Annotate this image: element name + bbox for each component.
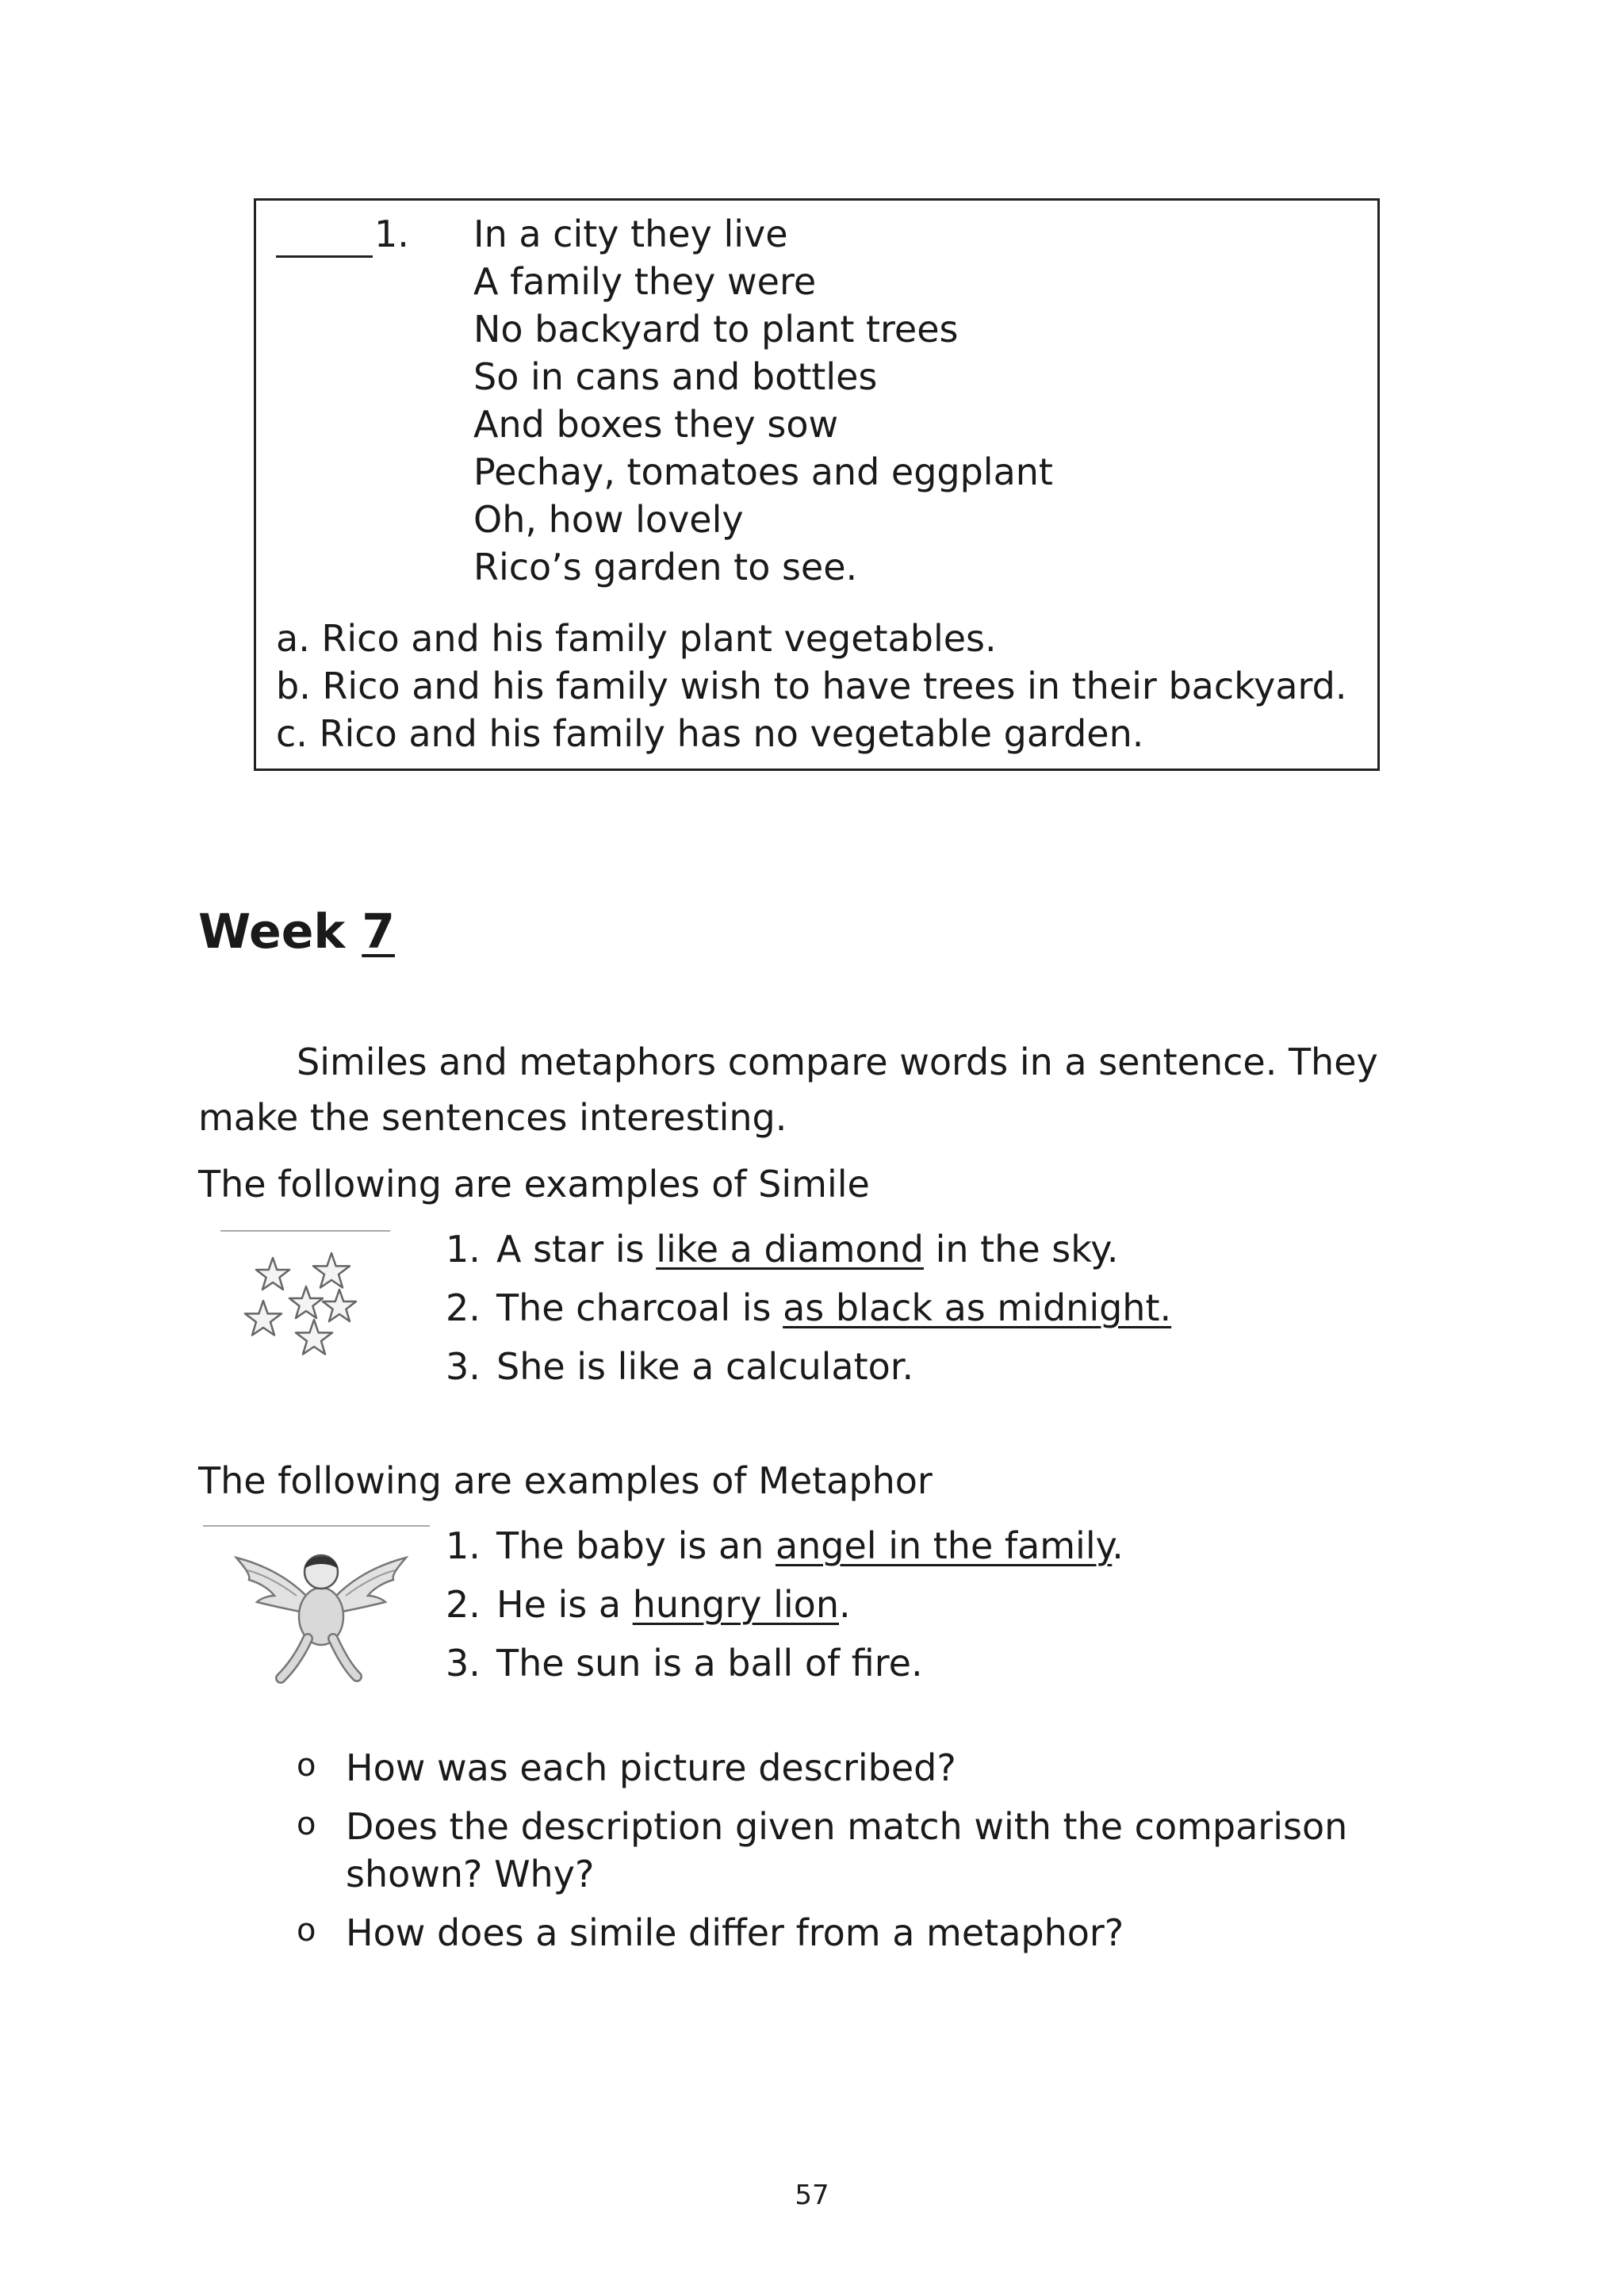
example-number: 3. <box>446 1345 481 1388</box>
answer-blank[interactable] <box>276 255 373 258</box>
intro-line: Similes and metaphors compare words in a sentence. They <box>297 1041 1378 1083</box>
metaphor-example <box>446 1523 1124 1570</box>
comparison-underlined: as black as midnight. <box>783 1286 1172 1329</box>
metaphor-example <box>446 1640 923 1688</box>
example-number: 2. <box>446 1583 481 1626</box>
poem-line: Rico’s garden to see. <box>473 546 858 588</box>
poem-line: No backyard to plant trees <box>473 308 959 351</box>
example-text: She is like a calculator. <box>496 1345 914 1388</box>
question-text: How does a simile differ from a metaphor? <box>346 1911 1124 1954</box>
bullet-icon: o <box>297 1747 316 1784</box>
simile-example <box>446 1343 914 1391</box>
stars-icon <box>219 1228 392 1378</box>
simile-example <box>446 1226 1119 1274</box>
page-number: 57 <box>795 2179 829 2211</box>
example-text: . <box>838 1583 851 1626</box>
example-text: . <box>1112 1524 1124 1567</box>
example-text: The sun is a ball of fire. <box>496 1642 923 1685</box>
week-number: 7 <box>362 904 395 960</box>
example-number: 3. <box>446 1642 481 1685</box>
comparison-underlined: like a diamond <box>656 1228 924 1271</box>
angel-icon <box>201 1523 431 1692</box>
simile-heading: The following are examples of Simile <box>198 1163 870 1205</box>
answer-choice-c: c. Rico and his family has no vegetable garden. <box>276 712 1144 755</box>
example-number: 1. <box>446 1228 481 1271</box>
poem-line: In a city they live <box>473 213 788 255</box>
poem-line: And boxes they sow <box>473 403 839 446</box>
question-text: shown? Why? <box>346 1853 595 1895</box>
comparison-underlined: hungry lion <box>632 1583 839 1626</box>
example-number: 2. <box>446 1286 481 1329</box>
poem-line: A family they were <box>473 260 817 303</box>
example-text: in the sky. <box>923 1228 1119 1271</box>
comparison-underlined: angel in the family <box>775 1524 1113 1567</box>
poem-line: So in cans and bottles <box>473 355 878 398</box>
bullet-icon: o <box>297 1806 316 1842</box>
example-text: A star is <box>496 1228 657 1271</box>
answer-choice-a: a. Rico and his family plant vegetables. <box>276 617 997 660</box>
example-number: 1. <box>446 1524 481 1567</box>
poem-line: Oh, how lovely <box>473 498 744 541</box>
answer-choice-b: b. Rico and his family wish to have trees in their backyard. <box>276 665 1347 707</box>
question-text: How was each picture described? <box>346 1746 956 1789</box>
item-number: 1. <box>374 213 409 255</box>
bullet-icon: o <box>297 1912 316 1949</box>
example-text: He is a <box>496 1583 633 1626</box>
question-text: Does the description given match with the comparison <box>346 1805 1348 1848</box>
week-heading <box>198 904 395 960</box>
poem-line: Pechay, tomatoes and eggplant <box>473 450 1053 493</box>
intro-line: make the sentences interesting. <box>198 1096 787 1139</box>
example-text: The charcoal is <box>496 1286 783 1329</box>
simile-example <box>446 1285 1171 1332</box>
example-text: The baby is an <box>496 1524 776 1567</box>
metaphor-heading: The following are examples of Metaphor <box>198 1459 933 1502</box>
week-label: Week <box>198 904 346 960</box>
metaphor-example <box>446 1581 851 1629</box>
